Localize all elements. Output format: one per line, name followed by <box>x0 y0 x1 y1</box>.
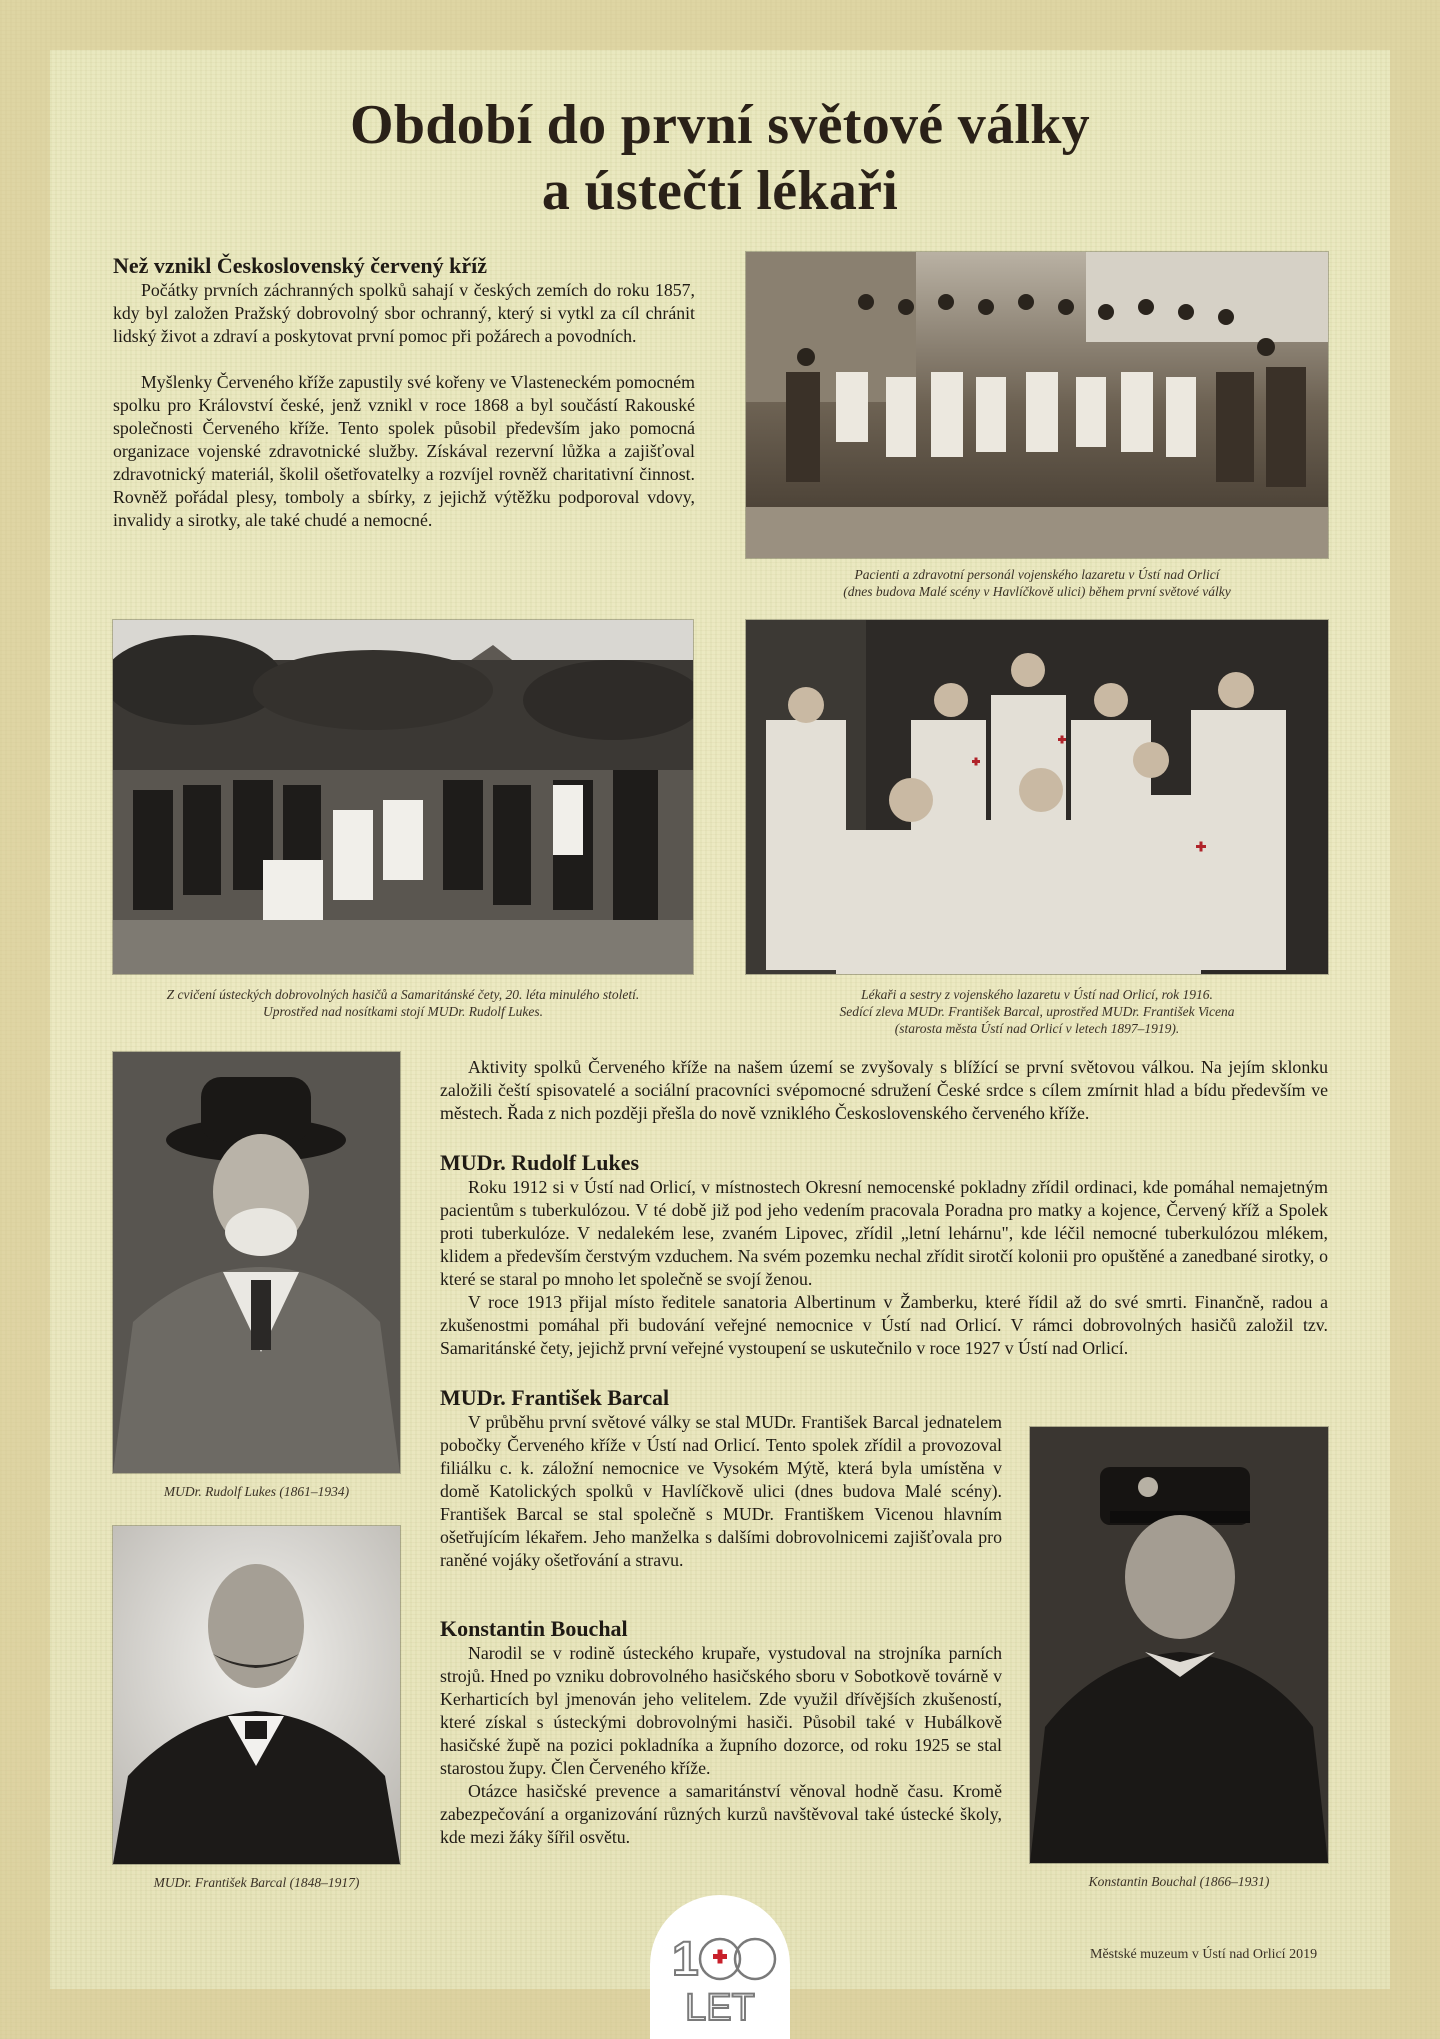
caption-doctors-line-2: Sedící zleva MUDr. František Barcal, uprostřed MUDr. František Vicena <box>839 1004 1235 1019</box>
portrait-rudolf-lukes <box>113 1052 400 1473</box>
caption-doctors-line-1: Lékaři a sestry z vojenského lazaretu v Ústí nad Orlicí, rok 1916. <box>861 987 1213 1002</box>
caption-firefighters-line-1: Z cvičení ústeckých dobrovolných hasičů a Samaritánské čety, 20. léta minulého století. <box>166 987 640 1002</box>
activities-paragraph: Aktivity spolků Červeného kříže na našem území se zvyšovaly s blížící se první světovou válkou. Na jejím sklonku založili čeští spisovatelé a sociální pracovníci svépomocné sdružení České srdce s cílem zmírnit hlad a bídu především ve městech. Řada z nich později přešla do nově vzniklého Československého červeného kříže. <box>440 1057 1328 1123</box>
anniversary-logo <box>650 1895 790 2039</box>
portrait-frantisek-barcal <box>113 1526 400 1864</box>
caption-bouchal: Konstantin Bouchal (1866–1931) <box>1088 1874 1270 1889</box>
lukes-section <box>440 1150 1328 1360</box>
barcal-text <box>440 1411 1002 1572</box>
title-line-1: Období do první světové války <box>350 94 1090 156</box>
lukes-paragraph-2: V roce 1913 přijal místo ředitele sanatoria Albertinum v Žamberku, které řídil až do své smrti. Finančně, radou a zkušenostmi pomáhal při budování veřejné nemocnice v Ústí nad Orlicí. V rámci dobrovolných hasičů založil tzv. Samaritánské čety, jejichž první veřejné vystoupení se uskutečnilo v roce 1927 v Ústí nad Orlicí. <box>440 1292 1328 1358</box>
bouchal-heading: Konstantin Bouchal <box>440 1616 628 1641</box>
caption-lukes: MUDr. Rudolf Lukes (1861–1934) <box>163 1484 350 1499</box>
lukes-text <box>440 1176 1328 1360</box>
photo-lazaret-group <box>746 252 1328 558</box>
intro-heading: Než vznikl Československý červený kříž <box>113 253 487 278</box>
activities-section <box>440 1056 1328 1125</box>
footer-credit: Městské muzeum v Ústí nad Orlicí 2019 <box>1090 1947 1318 1962</box>
portrait-konstantin-bouchal <box>1030 1427 1328 1863</box>
caption-doctors-line-3: (starosta města Ústí nad Orlicí v letech 1897–1919). <box>894 1021 1180 1036</box>
barcal-heading: MUDr. František Barcal <box>440 1385 670 1410</box>
caption-lazaret <box>746 566 1328 600</box>
bouchal-section <box>440 1616 1002 1849</box>
intro-paragraph-2: Myšlenky Červeného kříže zapustily své kořeny ve Vlasteneckém pomocném spolku pro Království české, jenž vznikl v roce 1868 a byl součástí Rakouské společnosti Červeného kříže. Tento spolek působil především jako pomocná organizace vojenské zdravotnické služby. Získával rezervní lůžka a zajišťoval zdravotnický materiál, školil ošetřovatelky a rozvíjel rovněž charitativní činnost. Rovněž pořádal plesy, tomboly a sbírky, z jejichž výtěžku podporoval vdovy, invalidy a sirotky, ale také chudé a nemocné. <box>113 372 695 530</box>
lukes-paragraph-1: Roku 1912 si v Ústí nad Orlicí, v místnostech Okresní nemocenské pokladny zřídil ordinaci, kde pomáhal nemajetným pacientům s tuberkulózou. V té době již pod jeho vedením pracovala Poradna pro matky a kojence, Červený kříž a Spolek proti tuberkulóze. V nedalekém lese, zvaném Lipovec, zřídil „letní lehárnu", kde léčil nemocné tuberkulózou mlékem, klidem a především čerstvým vzduchem. Na svém pozemku nechal zřídit sirotčí kolonii pro opuštěné a zanedbané sirotky, o které se staral po mnoho let společně se svojí ženou. <box>440 1177 1328 1289</box>
bouchal-paragraph-1: Narodil se v rodině ústeckého krupaře, vystudoval na strojníka parních strojů. Hned po vzniku dobrovolného hasičského sboru v Sobotkově továrně v Kerharticích byl jmenován jeho velitelem. Zde využil dřívějších zkušeností, které získal s ústeckými dobrovolnými hasiči. Působil také v Hubálkově hasičské župě na pozici pokladníka a župního dozorce, od roku 1925 se stal starostou župy. Člen Červeného kříže. <box>440 1643 1002 1778</box>
intro-text <box>113 279 695 532</box>
logo-graphic <box>650 1895 790 2039</box>
logo-digit-one: 1 <box>672 1933 699 1986</box>
logo-word: LET <box>685 1987 755 2029</box>
title-line-2: a ústečtí lékaři <box>541 160 899 222</box>
caption-firefighters-line-2: Uprostřed nad nosítkami stojí MUDr. Rudolf Lukes. <box>263 1004 543 1019</box>
caption-doctors-nurses <box>746 986 1328 1037</box>
caption-lazaret-line-2: (dnes budova Malé scény v Havlíčkově ulici) během první světové války <box>843 584 1231 599</box>
intro-paragraph-1: Počátky prvních záchranných spolků sahají v českých zemích do roku 1857, kdy byl založen Pražský dobrovolný sbor ochranný, který si vytkl za cíl chránit lidský život a zdraví a poskytovat první pomoc při požárech a povodních. <box>113 280 695 346</box>
caption-firefighters <box>113 986 693 1020</box>
barcal-paragraph-1: V průběhu první světové války se stal MUDr. František Barcal jednatelem pobočky Červeného kříže v Ústí nad Orlicí. Tento spolek zřídil a provozoval filiálku c. k. záložní nemocnice ve Vysokém Mýtě, která byla umístěna v domě Katolických spolků v Havlíčkově ulici (dnes budova Malé scény). František Barcal se stal společně s MUDr. Františkem Vicenou hlavním ošetřujícím lékařem. Jeho manželka s dalšími dobrovolnicemi zajišťovala pro raněné vojáky ošetřování a stravu. <box>440 1412 1002 1570</box>
caption-barcal: MUDr. František Barcal (1848–1917) <box>153 1875 360 1890</box>
photo-firefighters-exercise <box>113 620 693 974</box>
intro-section <box>113 253 695 532</box>
barcal-section <box>440 1385 1002 1572</box>
lukes-heading: MUDr. Rudolf Lukes <box>440 1150 640 1175</box>
photo-doctors-nurses <box>746 620 1328 974</box>
bouchal-paragraph-2: Otázce hasičské prevence a samaritánství věnoval hodně času. Kromě zabezpečování a organizování různých kurzů navštěvoval také ústecké školy, kde mezi žáky šířil osvětu. <box>440 1781 1002 1847</box>
page-title <box>0 92 1440 224</box>
caption-lazaret-line-1: Pacienti a zdravotní personál vojenského lazaretu v Ústí nad Orlicí <box>854 567 1220 582</box>
bouchal-text <box>440 1642 1002 1849</box>
red-cross-icon-v <box>718 1950 723 1964</box>
